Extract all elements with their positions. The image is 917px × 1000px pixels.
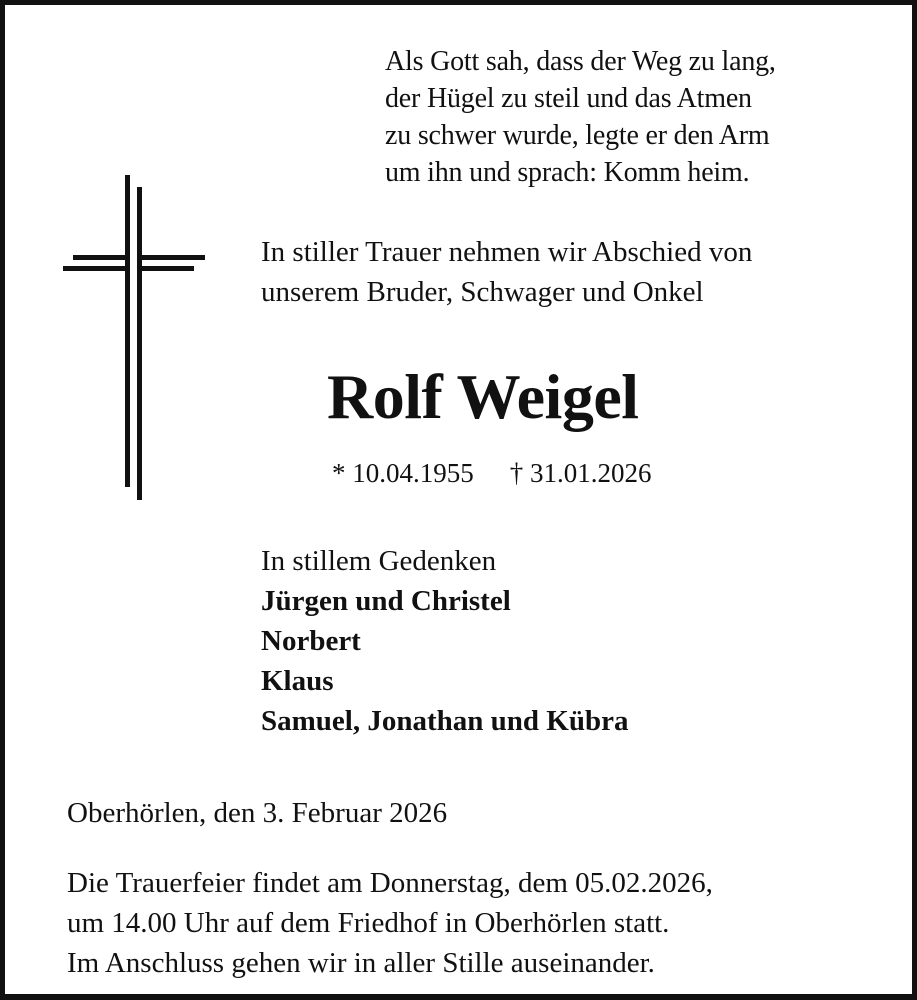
mourner-name: Samuel, Jonathan und Kübra [261, 705, 629, 737]
mourner-name: Jürgen und Christel [261, 585, 511, 617]
poem-line: Als Gott sah, dass der Weg zu lang, [385, 46, 776, 77]
mourner-name: Klaus [261, 665, 334, 697]
poem [385, 43, 776, 191]
intro-line: In stiller Trauer nehmen wir Abschied von [261, 236, 753, 268]
intro-text [261, 232, 752, 312]
funeral-details [67, 863, 713, 983]
death-symbol: † [509, 458, 524, 488]
deceased-name: Rolf Weigel [327, 361, 639, 432]
mourner-name: Norbert [261, 625, 361, 657]
mourners-heading: In stillem Gedenken [261, 545, 497, 577]
mourners [261, 541, 628, 741]
double-cross-icon [63, 175, 205, 500]
ceremony-line: Die Trauerfeier findet am Donnerstag, dem 05.02.2026, [67, 867, 713, 899]
ceremony-line: um 14.00 Uhr auf dem Friedhof in Oberhörlen statt. [67, 907, 670, 939]
poem-line: um ihn und sprach: Komm heim. [385, 157, 750, 188]
death-date: 31.01.2026 [530, 458, 652, 488]
intro-line: unserem Bruder, Schwager und Onkel [261, 276, 704, 308]
ceremony-line: Im Anschluss gehen wir in aller Stille auseinander. [67, 947, 655, 979]
poem-line: zu schwer wurde, legte er den Arm [385, 120, 770, 151]
life-dates [332, 455, 652, 491]
poem-line: der Hügel zu steil und das Atmen [385, 83, 752, 114]
birth-date: 10.04.1955 [352, 458, 474, 488]
place-and-date: Oberhörlen, den 3. Februar 2026 [67, 797, 448, 829]
birth-symbol: * [332, 458, 346, 488]
